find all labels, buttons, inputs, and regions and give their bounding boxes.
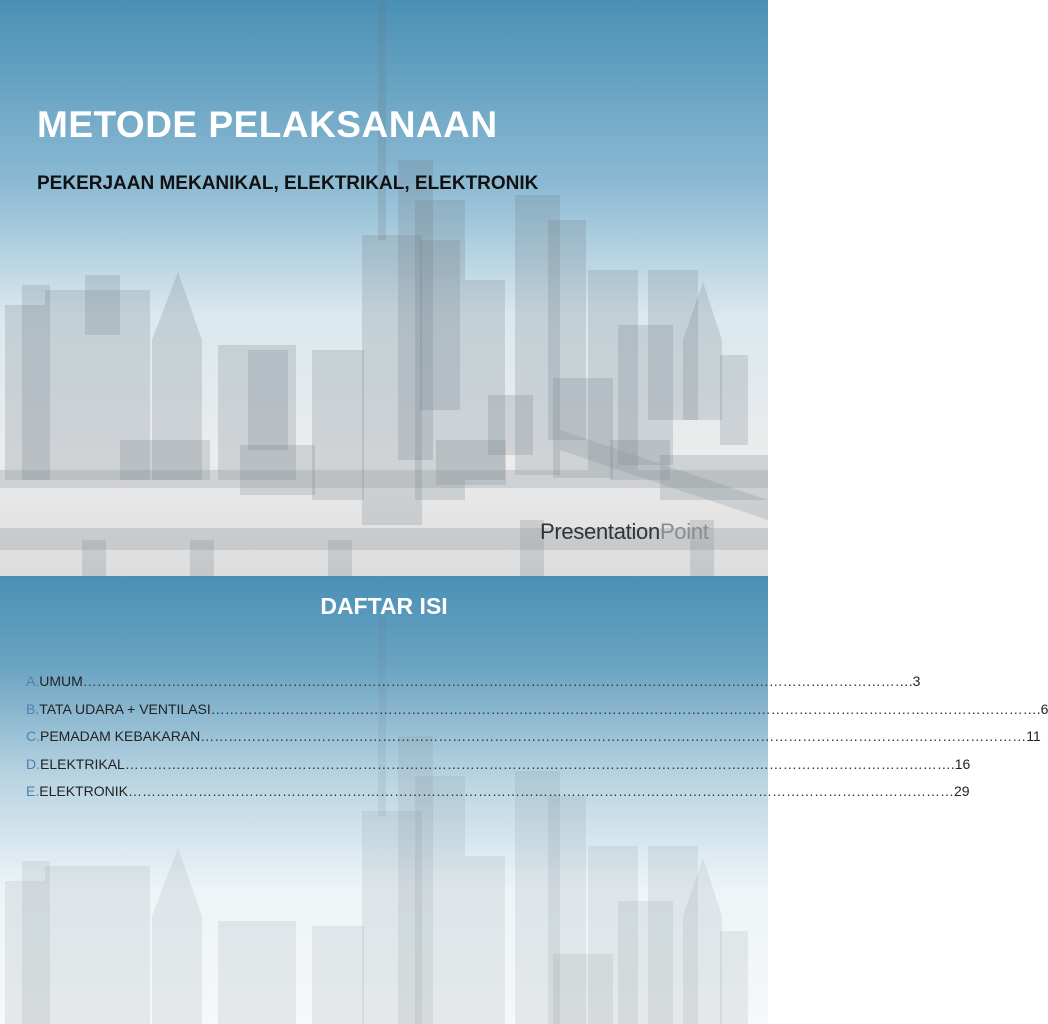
toc-item-label: UMUM — [39, 673, 83, 689]
toc-item-page: 29 — [953, 783, 970, 799]
toc-item-page: .6 — [1036, 700, 1048, 717]
toc-leader-dots: …………………………………………………………………………………………………………………………………………………………… — [210, 700, 1037, 717]
toc-item-elektrikal[interactable] — [26, 751, 971, 779]
toc-item-umum[interactable] — [26, 668, 921, 696]
brand-text-point: Point — [659, 519, 709, 544]
presentation-title: METODE PELAKSANAAN — [37, 104, 498, 145]
toc-item-label: ELEKTRONIK — [39, 783, 128, 799]
toc-item-letter: C. — [26, 728, 40, 744]
toc-heading: DAFTAR ISI — [320, 593, 448, 619]
title-slide — [0, 0, 768, 576]
toc-leader-dots: …………………………………………………………………………………………………………………………………………………………… — [127, 783, 954, 799]
toc-item-text — [40, 723, 1041, 751]
toc-item-page: 11 — [1026, 728, 1041, 744]
toc-item-letter: A. — [26, 673, 40, 689]
toc-item-letter: E. — [26, 783, 40, 799]
presentationpoint-logo — [540, 519, 709, 545]
toc-item-text — [40, 751, 970, 779]
toc-item-label: TATA UDARA + VENTILASI — [39, 700, 211, 717]
toc-item-page: .3 — [908, 673, 921, 689]
toc-leader-dots: …………………………………………………………………………………………………………………………………………………………… — [82, 673, 909, 689]
toc-item-text — [39, 696, 1048, 724]
toc-item-elektronik[interactable] — [26, 778, 970, 806]
toc-item-text — [39, 778, 969, 806]
toc-list — [26, 668, 1048, 806]
toc-item-page: .16 — [950, 755, 971, 772]
toc-item-tata-udara[interactable] — [26, 696, 1048, 724]
toc-item-label: PEMADAM KEBAKARAN — [40, 728, 201, 744]
toc-item-letter: D. — [26, 755, 40, 772]
toc-item-pemadam-kebakaran[interactable] — [26, 723, 1041, 751]
table-of-contents-slide — [0, 576, 1048, 1024]
toc-item-letter: B. — [26, 700, 40, 717]
toc-item-text — [39, 668, 920, 696]
toc-item-label: ELEKTRIKAL — [40, 755, 125, 772]
presentation-subtitle: PEKERJAAN MEKANIKAL, ELEKTRIKAL, ELEKTRONIK — [37, 173, 539, 194]
toc-leader-dots: …………………………………………………………………………………………………………………………………………………………… — [200, 728, 1027, 744]
brand-text-presentation: Presentation — [540, 519, 660, 544]
city-skyline-illustration — [0, 0, 768, 576]
toc-leader-dots: …………………………………………………………………………………………………………………………………………………………… — [124, 755, 951, 772]
